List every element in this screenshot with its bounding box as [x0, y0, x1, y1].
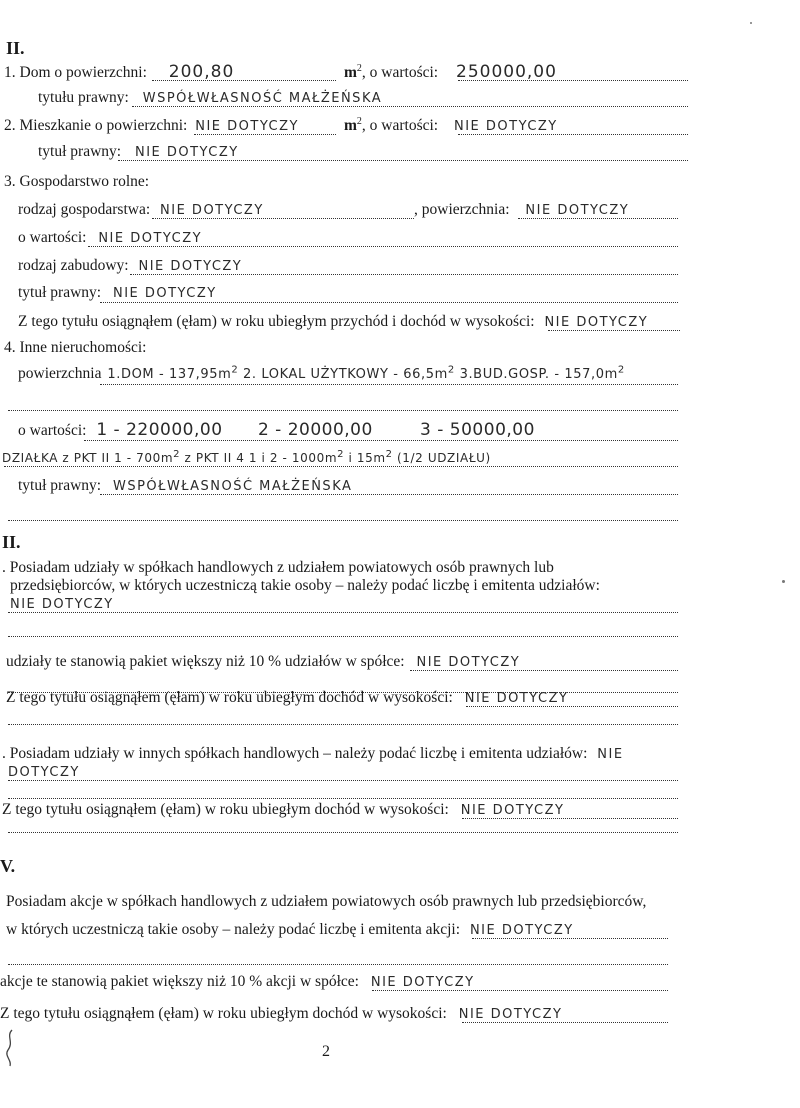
- s3-item2-dots-1: [8, 780, 678, 781]
- other-area-a: 1.DOM - 137,95m: [107, 367, 232, 382]
- page-number: 2: [322, 1043, 330, 1060]
- other-value-label: o wartości:: [18, 422, 87, 439]
- other-plots-dots: [4, 466, 678, 467]
- s4-item1-line2: w których uczestniczą takie osoby – należy podać liczbę i emitenta akcji:: [6, 921, 461, 938]
- s3-income2-value: NIE DOTYCZY: [460, 803, 565, 818]
- other-value: 1 - 220000,00 2 - 20000,00 3 - 50000,00: [96, 420, 535, 440]
- s3-item2-dots-2: [8, 798, 678, 799]
- farm-income-dots: [548, 330, 680, 331]
- apartment-title-dots: [118, 160, 688, 161]
- apartment-value-label: , o wartości:: [361, 117, 439, 134]
- other-title: WSPÓŁWŁASNOŚĆ MAŁŻEŃSKA: [112, 479, 353, 494]
- other-plots-b: z PKT II 4 1 i 2 - 1000m: [180, 451, 338, 465]
- margin-initial-mark: [2, 1028, 18, 1068]
- s3-item1-line2: przedsiębiorców, w których uczestniczą takie osoby – należy podać liczbę i emitenta udziałów:: [10, 577, 600, 594]
- s3-income2-label: Z tego tytułu osiągnąłem (ęłam) w roku ubiegłym dochód w wysokości:: [2, 801, 449, 818]
- s4-income-value: NIE DOTYCZY: [458, 1007, 563, 1022]
- farm-title-label: tytuł prawny:: [18, 284, 102, 301]
- section-3-heading: II.: [2, 532, 21, 552]
- other-plots: [2, 451, 491, 465]
- s3-income1-dots: [466, 706, 678, 707]
- other-area-sup3: 2: [617, 364, 625, 376]
- other-plots-a: DZIAŁKA z PKT II 1 - 700m: [2, 451, 174, 465]
- house-label: 1. Dom o powierzchni:: [4, 64, 147, 81]
- other-area-sup2: 2: [447, 364, 455, 376]
- other-plots-sup1: 2: [173, 449, 181, 460]
- farm-type-label: rodzaj gospodarstwa:: [18, 201, 151, 218]
- apartment-unit: m: [344, 117, 357, 134]
- apartment-value: NIE DOTYCZY: [454, 119, 558, 134]
- s3-item2-row: [2, 744, 624, 765]
- apartment-unit-sup: 2: [356, 115, 362, 127]
- farm-area-dots: [518, 218, 678, 219]
- s3-item1-dots-2: [8, 636, 678, 637]
- farm-value: NIE DOTYCZY: [98, 231, 203, 246]
- s3-item1-dots-1: [8, 612, 678, 613]
- house-title-label: tytułu prawny:: [38, 89, 129, 106]
- other-area-b: 2. LOKAL UŻYTKOWY - 66,5m: [238, 367, 448, 382]
- other-plots-row: [2, 448, 491, 468]
- other-plots-c: i 15m: [344, 451, 386, 465]
- s4-item1-value: NIE DOTYCZY: [469, 923, 574, 938]
- farm-title-dots: [100, 302, 678, 303]
- other-plots-sup2: 2: [337, 449, 345, 460]
- s3-item1-line1: . Posiadam udziały w spółkach handlowych z udziałem powiatowych osób prawnych lub: [2, 559, 554, 576]
- other-area-c: 3.BUD.GOSP. - 157,0m: [454, 367, 618, 382]
- s4-income-dots: [462, 1022, 668, 1023]
- s3-packet-label: udziały te stanowią pakiet większy niż 10 % udziałów w spółce:: [6, 653, 405, 670]
- house-unit-sup: 2: [356, 62, 362, 74]
- other-area-dots-2: [8, 410, 678, 411]
- house-title: WSPÓŁWŁASNOŚĆ MAŁŻEŃSKA: [142, 91, 383, 106]
- farm-type-dots: [152, 218, 414, 219]
- farm-income: NIE DOTYCZY: [544, 315, 649, 330]
- scan-speck: [750, 22, 752, 24]
- section-2-heading: II.: [6, 38, 25, 58]
- farm-value-dots: [88, 246, 678, 247]
- farm-value-label: o wartości:: [18, 229, 87, 246]
- house-area: 200,80: [168, 62, 235, 82]
- s3-item2-value-a: NIE: [597, 747, 624, 762]
- house-unit: m: [344, 64, 357, 81]
- s3-income1-value: NIE DOTYCZY: [464, 691, 569, 706]
- other-area-label: powierzchnia: [18, 365, 102, 382]
- s4-packet-value: NIE DOTYCZY: [370, 975, 475, 990]
- farm-title-row: [18, 283, 217, 304]
- house-title-dots: [132, 106, 688, 107]
- other-value-dots: [84, 440, 678, 441]
- other-area-row: [18, 364, 625, 385]
- section-4-heading: V.: [0, 856, 16, 876]
- s3-income2-dots: [462, 818, 678, 819]
- s4-item1-line1: Posiadam akcje w spółkach handlowych z udziałem powiatowych osób prawnych lub przedsiębiorców,: [6, 893, 647, 910]
- other-area-sup1: 2: [231, 364, 239, 376]
- s3-item1-value: NIE DOTYCZY: [10, 597, 114, 612]
- scan-speck: [782, 580, 785, 583]
- farm-type: NIE DOTYCZY: [160, 203, 264, 218]
- house-value-label: , o wartości:: [361, 64, 439, 81]
- apartment-value-dots: [458, 134, 688, 135]
- apartment-title-label: tytuł prawny:: [38, 143, 122, 160]
- s4-income-label: Z tego tytułu osiągnąłem (ęłam) w roku ubiegłym dochód w wysokości:: [0, 1005, 447, 1022]
- s3-packet-value: NIE DOTYCZY: [416, 655, 521, 670]
- apartment-area: NIE DOTYCZY: [195, 119, 299, 134]
- other-title-dots: [100, 494, 678, 495]
- apartment-area-dots: [194, 134, 336, 135]
- house-area-dots: [152, 80, 336, 81]
- s3-item2-label: . Posiadam udziały w innych spółkach handlowych – należy podać liczbę i emitenta udziałów:: [2, 745, 588, 762]
- s4-packet-dots: [372, 990, 668, 991]
- farm-title: NIE DOTYCZY: [112, 286, 217, 301]
- farm-buildings-dots: [130, 274, 678, 275]
- other-area-dots: [100, 384, 678, 385]
- other-plots-d: (1/2 UDZIAŁU): [392, 451, 491, 465]
- other-area: [107, 364, 625, 382]
- farm-income-label: Z tego tytułu osiągnąłem (ęłam) w roku ubiegłym przychód i dochód w wysokości:: [18, 313, 535, 330]
- s4-item1-dots-2: [8, 964, 668, 965]
- house-value: 250000,00: [456, 62, 557, 82]
- other-label: 4. Inne nieruchomości:: [4, 339, 147, 356]
- s3-item2-value-b: DOTYCZY: [8, 765, 80, 780]
- farm-area-label: , powierzchnia:: [414, 201, 510, 218]
- s4-packet-label: akcje te stanowią pakiet większy niż 10 % akcji w spółce:: [0, 973, 359, 990]
- s3-income2-dots-2: [8, 832, 678, 833]
- apartment-title: NIE DOTYCZY: [134, 145, 239, 160]
- farm-area: NIE DOTYCZY: [525, 203, 630, 218]
- other-title-dots-2: [8, 520, 678, 521]
- s3-packet-dots: [410, 670, 678, 671]
- house-value-dots: [458, 80, 688, 81]
- s3-income1-label: Z tego tytułu osiągnąłem (ęłam) w roku ubiegłym dochód w wysokości:: [6, 689, 453, 706]
- farm-buildings-label: rodzaj zabudowy:: [18, 257, 129, 274]
- s4-item1-dots: [472, 938, 668, 939]
- farm-label: 3. Gospodarstwo rolne:: [4, 173, 150, 190]
- farm-buildings: NIE DOTYCZY: [138, 259, 243, 274]
- other-title-label: tytuł prawny:: [18, 477, 102, 494]
- s3-income1-dots-2: [8, 724, 678, 725]
- other-plots-sup3: 2: [385, 449, 393, 460]
- other-value-row: [18, 420, 535, 441]
- apartment-label: 2. Mieszkanie o powierzchni:: [4, 117, 188, 134]
